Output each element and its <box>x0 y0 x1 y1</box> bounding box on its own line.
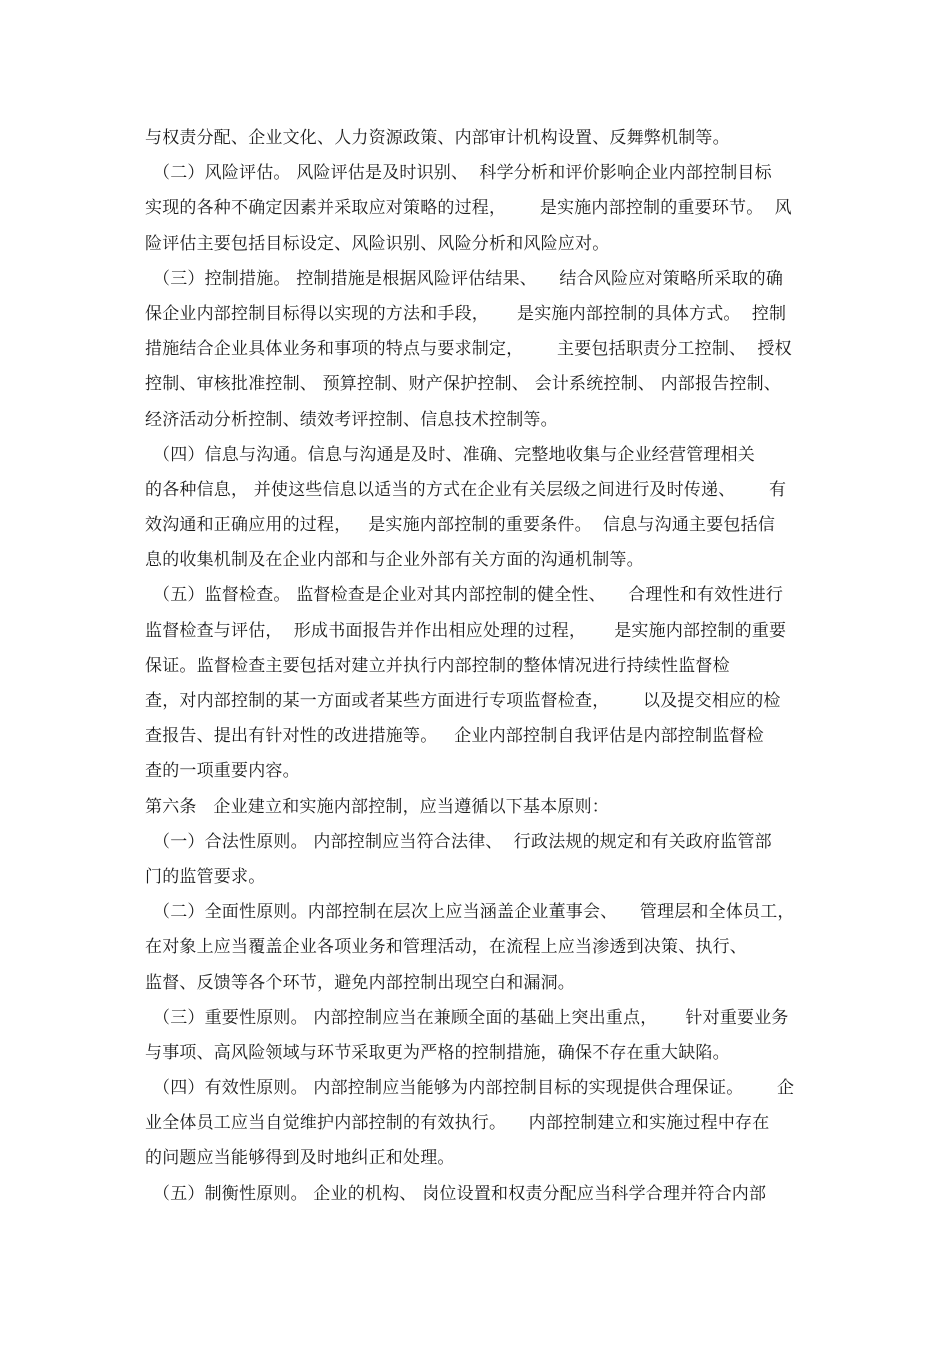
text-line: 保企业内部控制目标得以实现的方法和手段， 是实施内部控制的具体方式。 控制 <box>145 303 787 324</box>
text-line: 的各种信息， 并使这些信息以适当的方式在企业有关层级之间进行及时传递、 有 <box>145 479 787 500</box>
text-line: 与权责分配、企业文化、人力资源政策、内部审计机构设置、反舞弊机制等。 <box>145 128 730 148</box>
text-line: 业全体员工应当自觉维护内部控制的有效执行。 内部控制建立和实施过程中存在 <box>145 1113 770 1134</box>
text-line: （三）重要性原则。 内部控制应当在兼顾全面的基础上突出重点， 针对重要业务 <box>153 1007 789 1028</box>
text-line: 在对象上应当覆盖企业各项业务和管理活动，在流程上应当渗透到决策、执行、 <box>145 937 747 958</box>
text-line: 保证。监督检查主要包括对建立并执行内部控制的整体情况进行持续性监督检 <box>145 655 730 676</box>
text-line: 与事项、高风险领域与环节采取更为严格的控制措施，确保不存在重大缺陷。 <box>145 1042 730 1063</box>
article-heading: 第六条 企业建立和实施内部控制，应当遵循以下基本原则： <box>145 796 610 817</box>
text-line: 效沟通和正确应用的过程， 是实施内部控制的重要条件。 信息与沟通主要包括信 <box>145 515 776 536</box>
text-line: 门的监管要求。 <box>145 866 266 887</box>
text-line: 措施结合企业具体业务和事项的特点与要求制定， 主要包括职责分工控制、 授权 <box>145 339 792 360</box>
text-line: 经济活动分析控制、绩效考评控制、信息技术控制等。 <box>145 409 558 430</box>
text-line: 监督检查与评估， 形成书面报告并作出相应处理的过程， 是实施内部控制的重要 <box>145 620 787 641</box>
text-line: （四）信息与沟通。信息与沟通是及时、准确、完整地收集与企业经营管理相关 <box>153 444 755 465</box>
text-line: 查，对内部控制的某一方面或者某些方面进行专项监督检查， 以及提交相应的检 <box>145 691 781 711</box>
text-line: 险评估主要包括目标设定、风险识别、风险分析和风险应对。 <box>145 233 610 254</box>
text-line: （一）合法性原则。 内部控制应当符合法律、 行政法规的规定和有关政府监管部 <box>153 831 772 852</box>
text-line: （二）全面性原则。内部控制在层次上应当涵盖企业董事会、 管理层和全体员工， <box>153 902 795 923</box>
text-line: 查报告、提出有针对性的改进措施等。 企业内部控制自我评估是内部控制监督检 <box>145 726 764 747</box>
text-line: （三）控制措施。 控制措施是根据风险评估结果、 结合风险应对策略所采取的确 <box>153 268 784 289</box>
text-line: 息的收集机制及在企业内部和与企业外部有关方面的沟通机制等。 <box>145 550 644 571</box>
text-line: 的问题应当能够得到及时地纠正和处理。 <box>145 1148 455 1169</box>
text-line: 控制、审核批准控制、 预算控制、财产保护控制、 会计系统控制、 内部报告控制、 <box>145 374 782 395</box>
text-line: 查的一项重要内容。 <box>145 761 300 782</box>
text-line: 监督、反馈等各个环节，避免内部控制出现空白和漏洞。 <box>145 972 575 993</box>
text-line: 实现的各种不确定因素并采取应对策略的过程， 是实施内部控制的重要环节。 风 <box>145 198 792 219</box>
document-body <box>145 121 825 1212</box>
text-line: （五）监督检查。 监督检查是企业对其内部控制的健全性、 合理性和有效性进行 <box>153 585 784 606</box>
text-line: （二）风险评估。 风险评估是及时识别、 科学分析和评价影响企业内部控制目标 <box>153 163 772 184</box>
text-line: （四）有效性原则。 内部控制应当能够为内部控制目标的实现提供合理保证。 企 <box>153 1078 795 1099</box>
text-line: （五）制衡性原则。 企业的机构、 岗位设置和权责分配应当科学合理并符合内部 <box>153 1183 767 1204</box>
